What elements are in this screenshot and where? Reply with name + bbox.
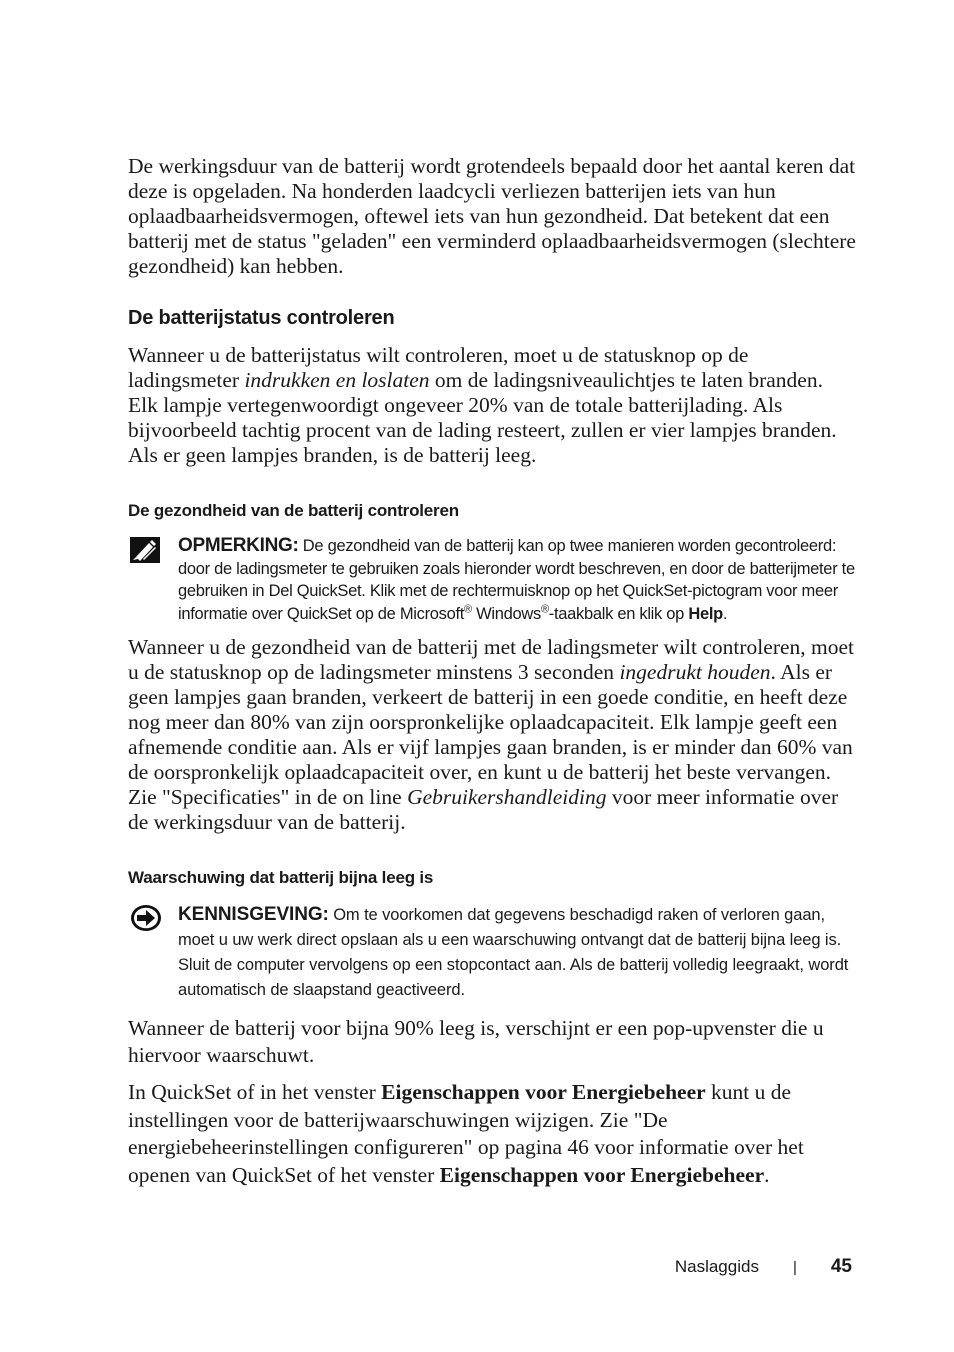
text-span: Wanneer u de batterijstatus wilt controleren, moet u de statusknop op de ladingsmeter: [128, 343, 749, 392]
battery-health-paragraph: [128, 635, 856, 835]
page-number: 45: [830, 1256, 852, 1277]
section-heading-battery-health: De gezondheid van de batterij controleren: [128, 501, 459, 520]
emphasis-text: ingedrukt houden: [619, 660, 771, 684]
text-span: voor meer informatie over de werkingsduur van de batterij.: [128, 785, 839, 834]
text-span: Wanneer u de gezondheid van de batterij met de ladingsmeter wilt controleren, moet u de statusknop op de ladingsmeter minstens 3 seconden: [128, 635, 855, 684]
registered-mark: ®: [464, 603, 472, 615]
notice-text: Om te voorkomen dat gegevens beschadigd raken of verloren gaan, moet u uw werk direct opslaan als u een waarschuwing ontvangt dat de batterij bijna leeg is. Sluit de computer vervolgens op een stopcontact aan. Als de batterij volledig leegraakt, wordt automatisch de slaapstand geactiveerd.: [178, 906, 849, 999]
section-heading-battery-status: De batterijstatus controleren: [128, 307, 395, 329]
quickset-paragraph: [128, 1079, 856, 1189]
note-box: [128, 535, 856, 625]
emphasis-text: indrukken en loslaten: [244, 368, 430, 392]
note-text: -taakbalk en klik op: [548, 604, 689, 623]
text-span: . Als er geen lampjes gaan branden, verkeert de batterij in een goede conditie, en heeft deze nog meer dan 80% van zijn oorspronkelijke oplaadcapaciteit. Elk lampje geeft een afnemende conditie aan. Als er vijf lampjes gaan branden, is er minder dan 60% van de oorspronkelijk oplaadcapaciteit over, en kunt u de batterij het beste vervangen. Zie "Specificaties" in de on line: [128, 660, 853, 809]
arrow-circle-notice-icon: [130, 904, 162, 940]
warning-paragraph: Wanneer de batterij voor bijna 90% leeg is, verschijnt er een pop-upvenster die u hiervoor waarschuwt.: [128, 1016, 824, 1067]
note-label: OPMERKING:: [178, 535, 299, 556]
intro-paragraph: De werkingsduur van de batterij wordt grotendeels bepaald door het aantal keren dat deze is opgeladen. Na honderden laadcycli verliezen batterijen iets van hun oplaadbaarheidsvermogen, oftewel iets van hun gezondheid. Dat betekent dat een batterij met de status "geladen" een verminderd oplaadbaarheidsvermogen (slechtere gezondheid) kan hebben.: [128, 154, 856, 278]
text-span: In QuickSet of in het venster: [128, 1080, 382, 1104]
pencil-note-icon: [130, 537, 160, 570]
window-name: Eigenschappen voor Energiebeheer: [439, 1162, 765, 1187]
text-span: om de ladingsniveaulichtjes te laten branden. Elk lampje vertegenwoordigt ongeveer 20% van de totale batterijlading. Als bijvoorbeeld tachtig procent van de lading resteert, zullen er vier lampjes branden. Als er geen lampjes branden, is de batterij leeg.: [128, 368, 837, 467]
window-name: Eigenschappen voor Energiebeheer: [381, 1080, 706, 1104]
text-span: kunt u de instellingen voor de batterijwaarschuwingen wijzigen. Zie "De energiebeheerinstellingen configureren" op pagina 46 voor informatie over het openen van QuickSet of het venster: [128, 1080, 804, 1187]
emphasis-text: Gebruikershandleiding: [407, 785, 607, 809]
page-footer: [675, 1256, 852, 1278]
note-text: Windows: [471, 604, 541, 623]
page-content: [128, 154, 856, 1189]
text-span: .: [764, 1162, 770, 1187]
notice-label: KENNISGEVING:: [178, 904, 329, 925]
help-term: Help: [688, 604, 723, 623]
note-text: .: [722, 604, 728, 623]
notice-box: [128, 902, 856, 1003]
note-text: De gezondheid van de batterij kan op twee manieren worden gecontroleerd: door de ladingsmeter te gebruiken zoals hieronder wordt beschreven, en door de batterijmeter te gebruiken in Del QuickSet. Klik met de rechtermuisknop op het QuickSet-pictogram voor meer informatie over QuickSet op de Microsoft: [178, 537, 855, 623]
registered-mark: ®: [540, 603, 549, 615]
battery-status-paragraph: [128, 343, 856, 468]
footer-label: Naslaggids: [674, 1257, 759, 1276]
footer-separator: |: [792, 1258, 797, 1276]
section-heading-low-battery-warning: Waarschuwing dat batterij bijna leeg is: [128, 868, 434, 887]
